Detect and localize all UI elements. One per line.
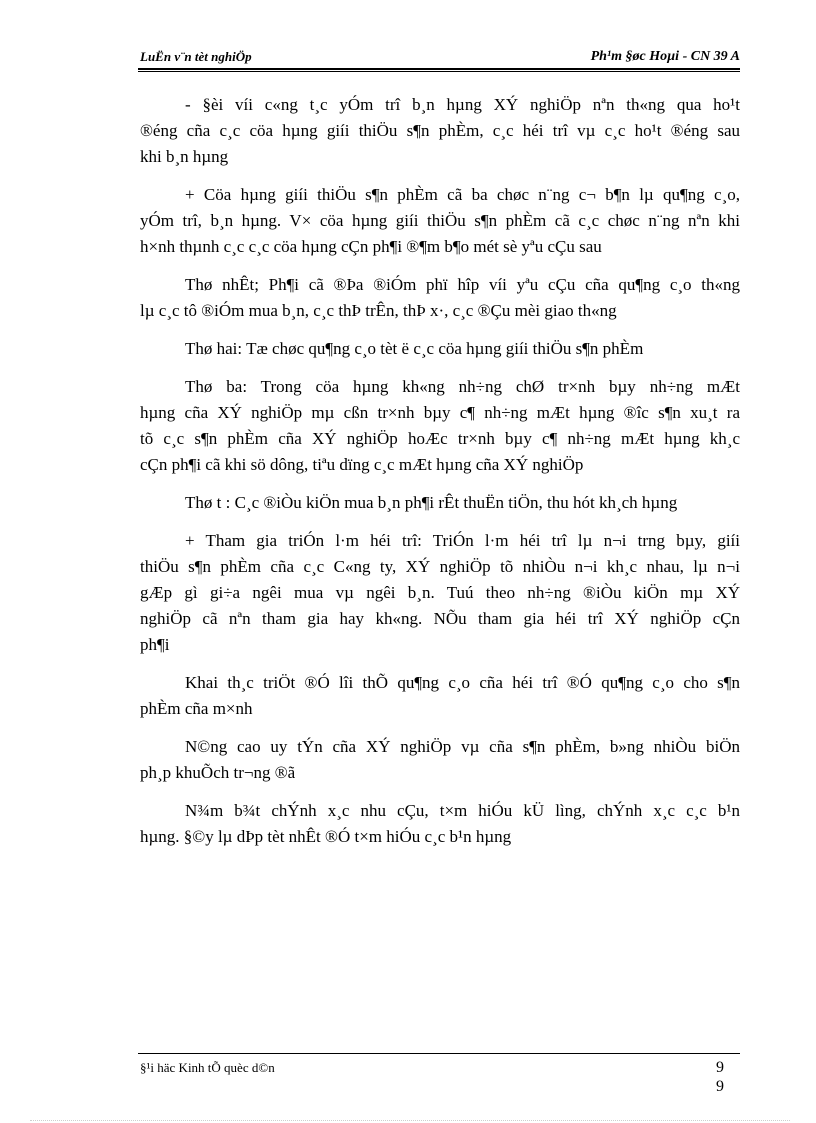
paragraph-line: phÈm cña m×nh xyxy=(140,699,253,718)
paragraph xyxy=(140,670,740,722)
paragraph xyxy=(140,336,740,362)
paragraph xyxy=(140,734,740,786)
paragraph xyxy=(140,374,740,478)
paragraph-line: hµng cña XÝ nghiÖp mµ cßn tr×nh bµy c¶ nh÷ng mÆt hµng ®îc s¶n xu¸t ra xyxy=(140,403,740,422)
paragraph-line: cÇn ph¶i cã khi sö dông, tiªu dïng c¸c mÆt hµng cña XÝ nghiÖp xyxy=(140,455,584,474)
paragraph-line: hµng. §©y lµ dÞp tèt nhÊt ®Ó t×m hiÓu c¸c b¹n hµng xyxy=(140,827,512,846)
header-author: Ph¹m §øc Hoµi - CN 39 A xyxy=(590,49,740,64)
body-text xyxy=(140,92,740,862)
footer-divider xyxy=(138,1053,740,1054)
paragraph-line: khi b¸n hµng xyxy=(140,147,229,166)
paragraph-line: nghiÖp cã nªn tham gia hay kh«ng. NÕu tham gia héi trî XÝ nghiÖp cÇn xyxy=(140,609,740,628)
page-edge xyxy=(30,1120,790,1121)
paragraph xyxy=(140,182,740,260)
paragraph-line: ph¸p khuÕch tr¬ng ®ã xyxy=(140,763,296,782)
paragraph-line: thiÖu s¶n phÈm cña c¸c C«ng ty, XÝ nghiÖp tõ nhiÒu n¬i kh¸c nhau, lµ n¬i xyxy=(140,557,740,576)
footer-university: §¹i häc Kinh tÕ quèc d©n xyxy=(140,1060,275,1075)
paragraph-line: gÆp gì gi÷a ngêi mua vµ ngêi b¸n. Tuú theo nh÷ng ®iÒu kiÖn mµ XÝ xyxy=(140,583,740,602)
paragraph-line: lµ c¸c tô ®iÓm mua b¸n, c¸c thÞ trÊn, thÞ x·, c¸c ®Çu mèi giao th«ng xyxy=(140,301,617,320)
paragraph-line: + Cöa hµng giíi thiÖu s¶n phÈm cã ba chøc n¨ng c¬ b¶n lµ qu¶ng c¸o, xyxy=(185,185,740,204)
paragraph-line: Khai th¸c triÖt ®Ó lîi thÕ qu¶ng c¸o cña héi trî ®Ó qu¶ng c¸o cho s¶n xyxy=(185,673,740,692)
page-number-bottom: 9 xyxy=(716,1078,724,1095)
paragraph-line: tõ c¸c s¶n phÈm cña XÝ nghiÖp hoÆc tr×nh bµy c¶ nh÷ng mÆt hµng kh¸c xyxy=(140,429,740,448)
paragraph-line: ph¶i xyxy=(140,635,170,654)
paragraph-line: ®éng cña c¸c cöa hµng giíi thiÖu s¶n phÈm, c¸c héi trî vµ c¸c ho¹t ®éng sau xyxy=(140,121,740,140)
page-number xyxy=(716,1058,724,1096)
paragraph-line: yÓm trî, b¸n hµng. V× cöa hµng giíi thiÖu s¶n phÈm cã c¸c chøc n¨ng nªn khi xyxy=(140,211,740,230)
paragraph-line: Thø nhÊt; Ph¶i cã ®Þa ®iÓm phï hîp víi yªu cÇu cña qu¶ng c¸o th«ng xyxy=(185,275,740,294)
paragraph-line: + Tham gia triÓn l·m héi trî: TriÓn l·m héi trî lµ n¬i trng bµy, giíi xyxy=(185,531,740,550)
header-divider xyxy=(138,68,740,72)
paragraph xyxy=(140,528,740,658)
paragraph-line: h×nh thµnh c¸c c¸c cöa hµng cÇn ph¶i ®¶m b¶o mét sè yªu cÇu sau xyxy=(140,237,602,256)
paragraph xyxy=(140,92,740,170)
paragraph-line: N©ng cao uy tÝn cña XÝ nghiÖp vµ cña s¶n phÈm, b»ng nhiÒu biÖn xyxy=(185,737,740,756)
paragraph xyxy=(140,272,740,324)
page-number-top: 9 xyxy=(716,1059,724,1076)
paragraph xyxy=(140,798,740,850)
paragraph xyxy=(140,490,740,516)
paragraph-line: N¾m b¾t chÝnh x¸c nhu cÇu, t×m hiÓu kÜ lìng, chÝnh x¸c c¸c b¹n xyxy=(185,801,740,820)
paragraph-line: Thø ba: Trong cöa hµng kh«ng nh÷ng chØ tr×nh bµy nh÷ng mÆt xyxy=(185,377,740,396)
paragraph-line: Thø hai: Tæ chøc qu¶ng c¸o tèt ë c¸c cöa hµng giíi thiÖu s¶n phÈm xyxy=(185,339,644,358)
header-thesis-title: LuËn v¨n tèt nghiÖp xyxy=(140,49,252,64)
paragraph-line: Thø t : C¸c ®iÒu kiÖn mua b¸n ph¶i rÊt thuËn tiÖn, thu hót kh¸ch hµng xyxy=(185,493,678,512)
paragraph-line: - §èi víi c«ng t¸c yÓm trî b¸n hµng XÝ nghiÖp nªn th«ng qua ho¹t xyxy=(185,95,740,114)
